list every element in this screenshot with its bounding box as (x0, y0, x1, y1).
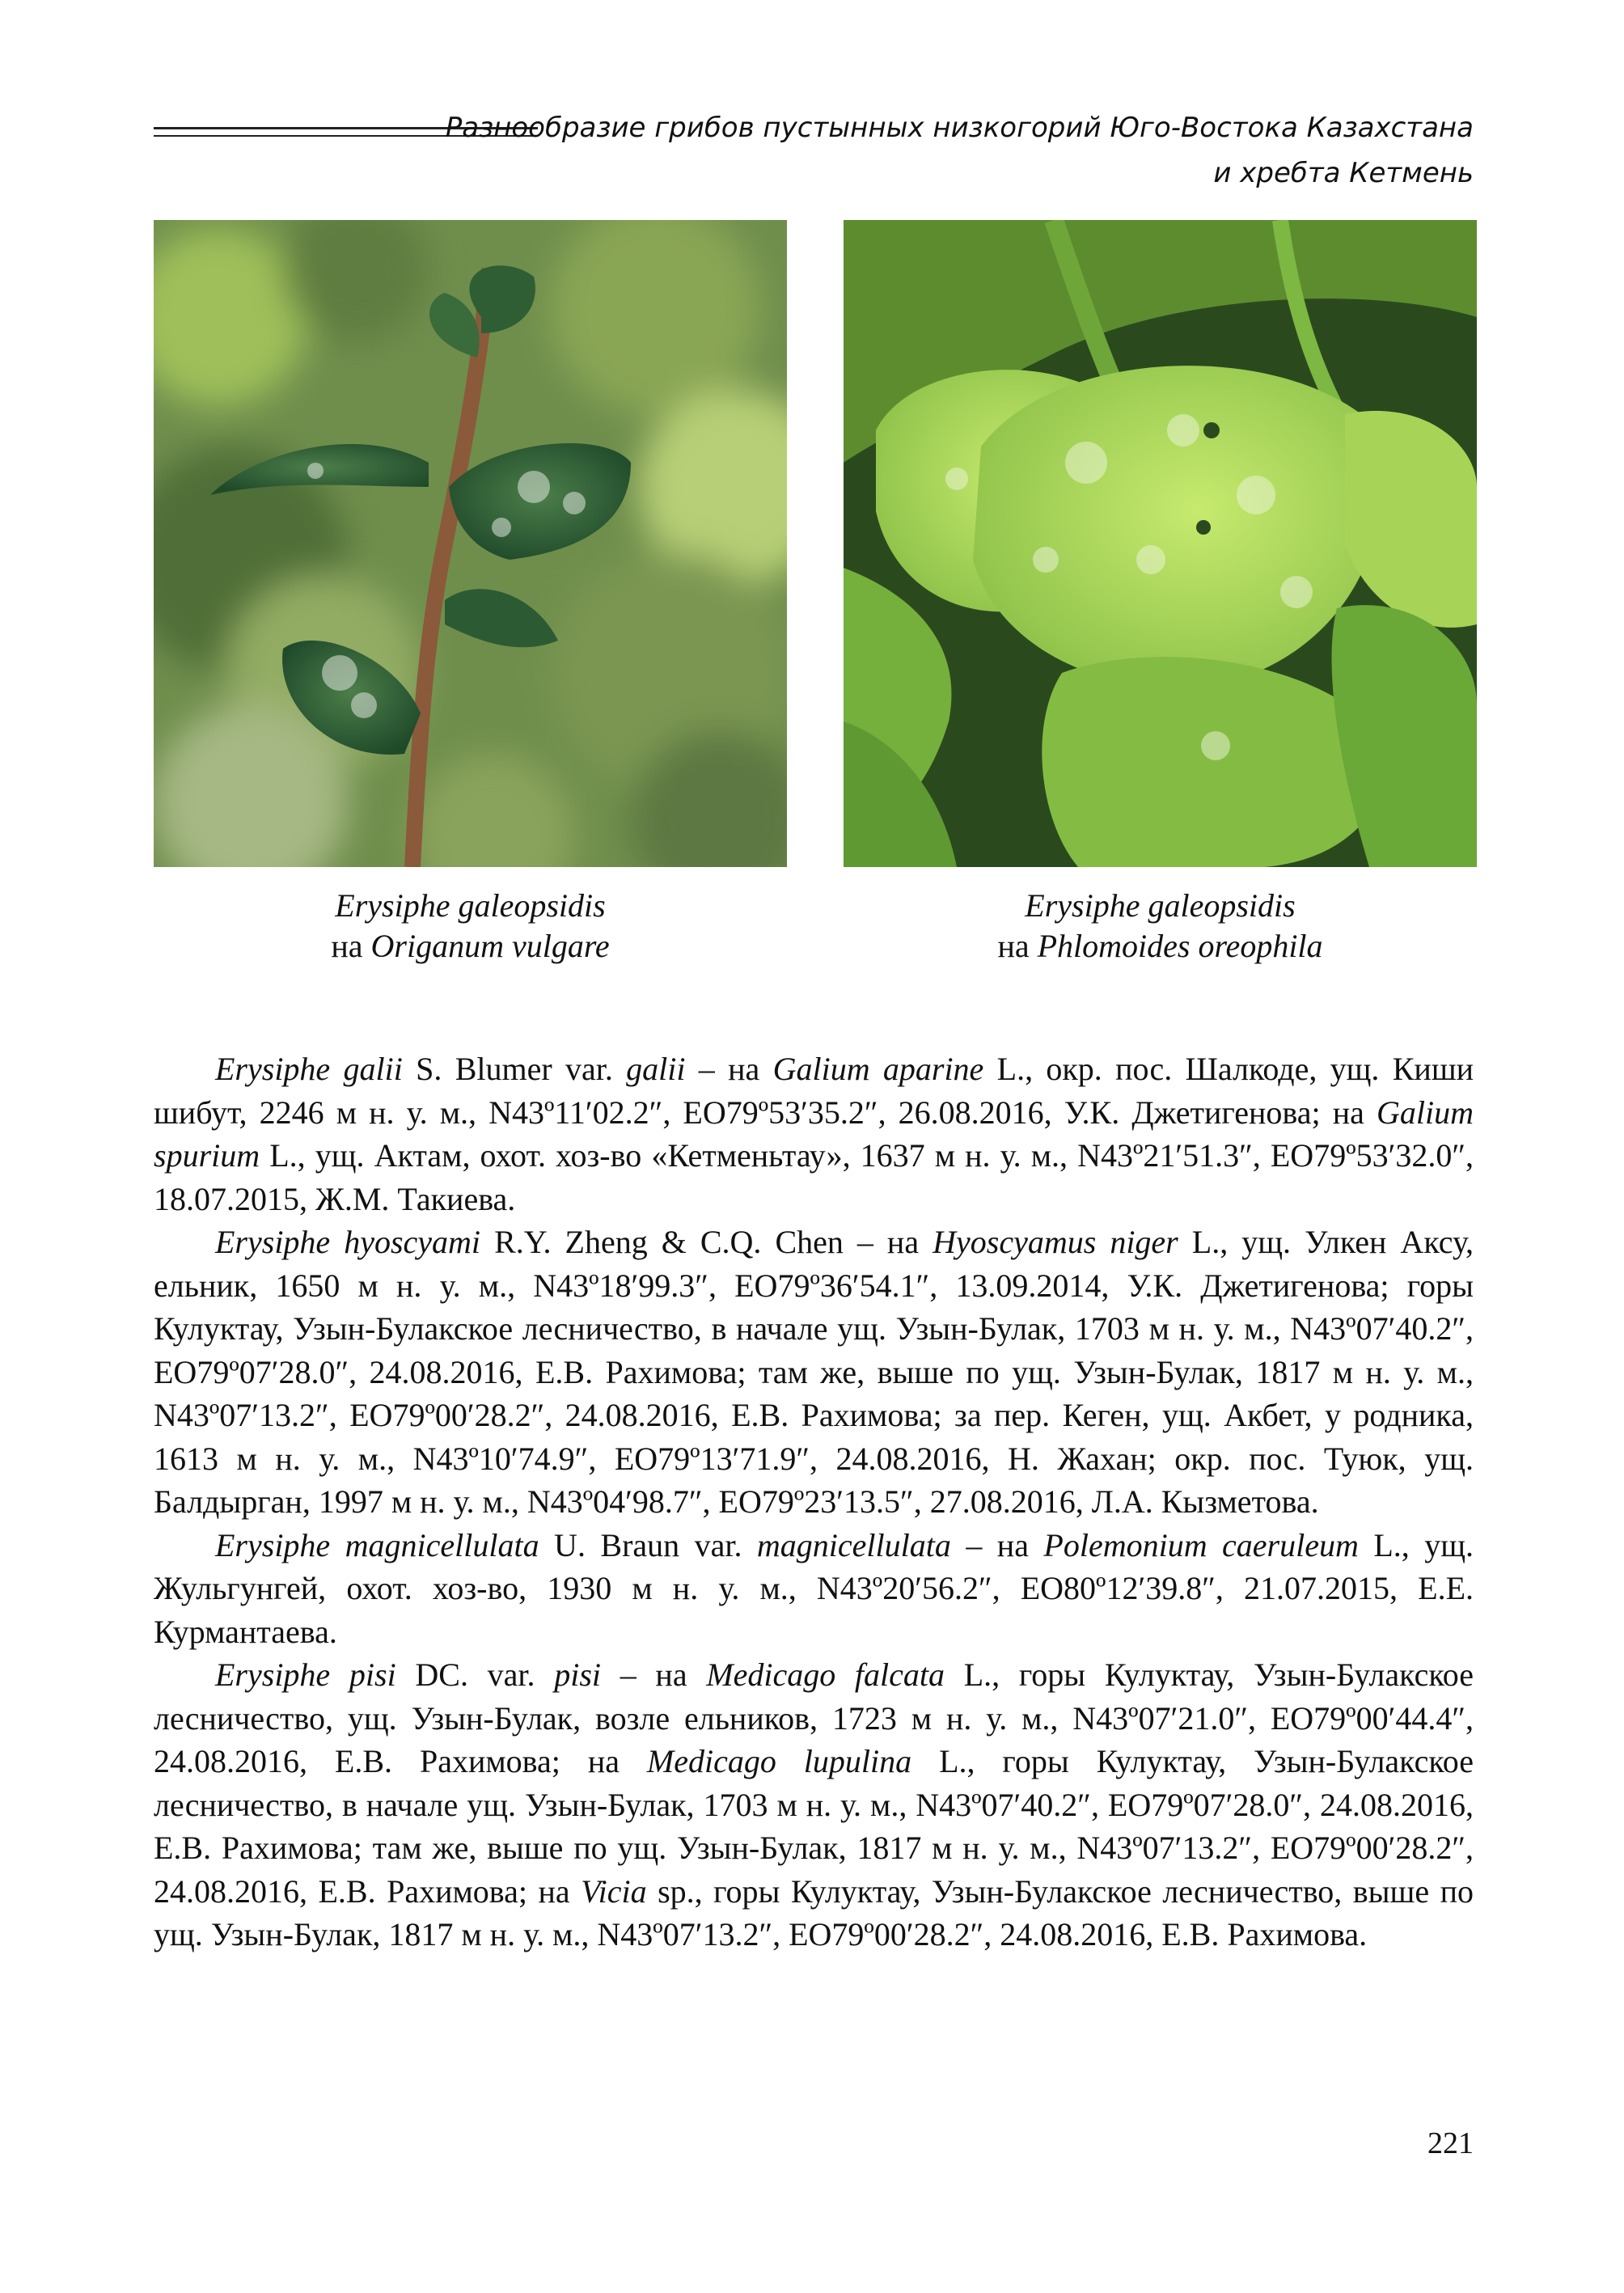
running-header-line1: Разнообразие грибов пустынных низкогорий Юго-Востока Казахстана (445, 112, 1474, 144)
caption-host: Origanum vulgare (370, 928, 610, 964)
caption-species: Erysiphe galeopsidis (1025, 887, 1296, 924)
caption-species: Erysiphe galeopsidis (335, 887, 606, 924)
body-text (154, 1047, 1474, 1957)
paragraph-erysiphe-hyoscyami: Erysiphe hyoscyami R.Y. Zheng & C.Q. Chen – на Hyoscyamus niger L., ущ. Улкен Аксу, ельник, 1650 м н. у. м., N43º18′99.3″, EO79º36′54.1″, 13.09.2014, У.К. Джетигенова; горы Кулуктау, Узын-Булакское лесничество, в начале ущ. Узын-Булак, 1703 м н. у. м., N43º07′40.2″, EO79º07′28.0″, 24.08.2016, Е.В. Рахимова; там же, выше по ущ. Узын-Булак, 1817 м н. у. м., N43º07′13.2″, EO79º00′28.2″, 24.08.2016, Е.В. Рахимова; за пер. Кеген, ущ. Акбет, у родника, 1613 м н. у. м., N43º10′74.9″, EO79º13′71.9″, 24.08.2016, Н. Жахан; окр. пос. Туюк, ущ. Балдырган, 1997 м н. у. м., N43º04′98.7″, EO79º23′13.5″, 27.08.2016, Л.А. Кызметова. (154, 1224, 1474, 1520)
photo-phlomoides-image (844, 220, 1477, 867)
paragraph-erysiphe-galii: Erysiphe galii S. Blumer var. galii – на Galium aparine L., окр. пос. Шалкоде, ущ. Киши шибут, 2246 м н. у. м., N43º11′02.2″, EO79º53′35.2″, 26.08.2016, У.К. Джетигенова; на Galium spurium L., ущ. Актам, охот. хоз-во «Кетменьтау», 1637 м н. у. м., N43º21′51.3″, EO79º53′32.0″, 18.07.2015, Ж.М. Такиева. (154, 1051, 1474, 1217)
figure-caption-right (844, 886, 1477, 967)
running-header (446, 105, 1474, 196)
photo-origanum-image (154, 220, 787, 867)
caption-prefix: на (331, 928, 363, 964)
running-header-line2: и хребта Кетмень (1213, 157, 1474, 189)
paragraph-erysiphe-magnicellulata: Erysiphe magnicellulata U. Braun var. magnicellulata – на Polemonium caeruleum L., ущ. Жульгунгей, охот. хоз-во, 1930 м н. у. м., N43º20′56.2″, EO80º12′39.8″, 21.07.2015, Е.Е. Курмантаева. (154, 1526, 1474, 1650)
caption-prefix: на (997, 928, 1030, 964)
photo-origanum-vulgare (154, 220, 787, 867)
caption-host: Phlomoides oreophila (1037, 928, 1323, 964)
page-number: 221 (1427, 2126, 1474, 2160)
paragraph-erysiphe-pisi: Erysiphe pisi DC. var. pisi – на Medicago falcata L., горы Кулуктау, Узын-Булакское лесничество, ущ. Узын-Булак, возле ельников, 1723 м н. у. м., N43º07′21.0″, EO79º00′44.4″, 24.08.2016, Е.В. Рахимова; на Medicago lupulina L., горы Кулуктау, Узын-Булакское лесничество, в начале ущ. Узын-Булак, 1703 м н. у. м., N43º07′40.2″, EO79º07′28.0″, 24.08.2016, Е.В. Рахимова; там же, выше по ущ. Узын-Булак, 1817 м н. у. м., N43º07′13.2″, EO79º00′28.2″, 24.08.2016, Е.В. Рахимова; на Vicia sp., горы Кулуктау, Узын-Булакское лесничество, выше по ущ. Узын-Булак, 1817 м н. у. м., N43º07′13.2″, EO79º00′28.2″, 24.08.2016, Е.В. Рахимова. (154, 1656, 1474, 1952)
figure-caption-left (154, 886, 787, 967)
photo-phlomoides-oreophila (844, 220, 1477, 867)
